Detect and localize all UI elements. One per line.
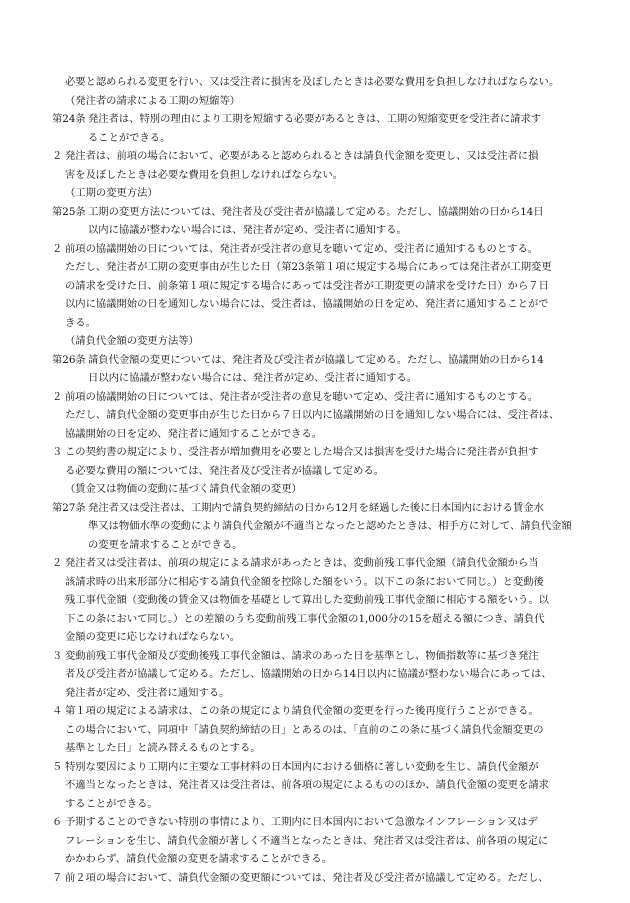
article-number: 第26条 bbox=[52, 353, 86, 366]
paragraph bbox=[52, 702, 592, 758]
paragraph-number: ６ bbox=[52, 816, 63, 828]
paragraph-number: ２ bbox=[52, 150, 63, 162]
paragraph bbox=[52, 443, 592, 480]
text-line: の変更を請求することができる。 bbox=[88, 538, 243, 551]
text-line: 準又は物価水準の変動により請負代金額が不適当となったと認めたときは、相手方に対して、請負代金額 bbox=[88, 520, 572, 532]
paragraph-number: ２ bbox=[52, 242, 63, 255]
paragraph bbox=[52, 813, 592, 869]
paragraph-number: ３ bbox=[52, 446, 63, 458]
text-line: （工期の変更方法） bbox=[65, 187, 158, 199]
article-caption bbox=[52, 332, 592, 351]
paragraph bbox=[52, 240, 592, 333]
text-line: 前項の協議開始の日については、発注者が受注者の意見を聴いて定め、受注者に通知するものとする。 bbox=[65, 390, 539, 403]
paragraph bbox=[52, 554, 592, 647]
paragraph-number: ５ bbox=[52, 760, 63, 773]
article bbox=[52, 203, 592, 240]
text-line: 基準とした日」と読み替えるものとする。 bbox=[65, 742, 261, 754]
text-line: る必要な費用の額については、発注者及び受注者が協議して定める。 bbox=[65, 464, 384, 477]
paragraph-number: ３ bbox=[52, 649, 63, 662]
article-number: 第25条 bbox=[52, 205, 86, 218]
text-line: 工期の変更方法については、発注者及び受注者が協議して定める。ただし、協議開始の日から14日 bbox=[88, 205, 544, 218]
text-line: 下この条において同じ。）との差額のうち変動前残工事代金額の1,000分の15を超える額につき、請負代 bbox=[65, 612, 545, 625]
article bbox=[52, 110, 592, 147]
text-line: （請負代金額の変更方法等） bbox=[65, 335, 199, 347]
paragraph bbox=[52, 147, 592, 184]
paragraph bbox=[52, 869, 592, 888]
text-line: 発注者が定め、受注者に通知する。 bbox=[65, 686, 230, 699]
text-line: 金額の変更に応じなければならない。 bbox=[65, 631, 241, 643]
text-line: 以内に協議が整わない場合には、発注者が定め、受注者に通知する。 bbox=[88, 224, 407, 236]
continued-paragraph bbox=[52, 73, 592, 92]
text-line: この場合において、同項中「請負契約締結の日」とあるのは、「直前のこの条に基づく請負代金額変更の bbox=[65, 723, 544, 736]
paragraph-number: ４ bbox=[52, 705, 63, 717]
text-line: ただし、発注者が工期の変更事由が生じた日（第23条第１項に規定する場合にあっては発注者が工期変更 bbox=[65, 261, 552, 273]
text-line: 発注者は、特別の理由により工期を短縮する必要があるときは、工期の短縮変更を受注者に請求す bbox=[88, 113, 542, 125]
text-line: フレーションを生じ、請負代金額が著しく不適当となったときは、発注者又は受注者は、前各項の規定に bbox=[65, 834, 549, 847]
paragraph bbox=[52, 647, 592, 703]
paragraph-number: ７ bbox=[52, 871, 63, 884]
text-line: 前２項の場合において、請負代金額の変更額については、発注者及び受注者が協議して定める。ただし、 bbox=[65, 871, 549, 884]
contract-text bbox=[52, 73, 592, 887]
article-number: 第24条 bbox=[52, 113, 86, 125]
text-line: 前項の協議開始の日については、発注者が受注者の意見を聴いて定め、受注者に通知するものとする。 bbox=[65, 242, 539, 255]
text-line: きる。 bbox=[65, 316, 96, 329]
text-line: 必要と認められる変更を行い、又は受注者に損害を及ぼしたときは必要な費用を負担しなければならない。 bbox=[65, 76, 560, 88]
text-line: 特別な要因により工期内に主要な工事材料の日本国内における価格に著しい変動を生じ、請負代金額が bbox=[65, 760, 539, 773]
text-line: 以内に協議開始の日を通知しない場合には、受注者は、協議開始の日を定め、発注者に通知することがで bbox=[65, 298, 549, 310]
text-line: 発注者又は受注者は、工期内で請負契約締結の日から12月を経過した後に日本国内における賃金水 bbox=[88, 501, 544, 514]
paragraph-number: ２ bbox=[52, 557, 63, 569]
text-line: 第１項の規定による請求は、この条の規定により請負代金額の変更を行った後再度行うことができる。 bbox=[65, 705, 539, 717]
article-number: 第27条 bbox=[52, 501, 86, 514]
text-line: 該請求時の出来形部分に相応する請負代金額を控除した額をいう。以下この条において同じ。）と変動後 bbox=[65, 575, 544, 588]
text-line: 不適当となったときは、発注者又は受注者は、前各項の規定によるもののほか、請負代金額の変更を請求 bbox=[65, 779, 549, 791]
article bbox=[52, 351, 592, 388]
paragraph bbox=[52, 758, 592, 814]
text-line: 請負代金額の変更については、発注者及び受注者が協議して定める。ただし、協議開始の日から14 bbox=[88, 353, 544, 366]
text-line: ることができる。 bbox=[88, 131, 171, 144]
text-line: 協議開始の日を定め、発注者に通知することができる。 bbox=[65, 427, 323, 440]
text-line: 予期することのできない特別の事情により、工期内に日本国内において急激なインフレーション又はデ bbox=[65, 816, 538, 828]
text-line: この契約書の規定により、受注者が増加費用を必要とした場合又は損害を受けた場合に発注者が負担す bbox=[65, 446, 539, 458]
text-line: ただし、請負代金額の変更事由が生じた日から７日以内に協議開始の日を通知しない場合には、受注者は、 bbox=[65, 409, 560, 421]
article bbox=[52, 499, 592, 555]
article-caption bbox=[52, 480, 592, 499]
text-line: することができる。 bbox=[65, 797, 158, 810]
article-caption bbox=[52, 92, 592, 111]
text-line: 者及び受注者が協議して定める。ただし、協議開始の日から14日以内に協議が整わない場合にあっては、 bbox=[65, 668, 552, 680]
text-line: （賃金又は物価の変動に基づく請負代金額の変更） bbox=[65, 483, 302, 495]
text-line: 残工事代金額（変動後の賃金又は物価を基礎として算出した変動前残工事代金額に相応する額をいう。以 bbox=[65, 594, 549, 606]
text-line: かかわらず、請負代金額の変更を請求することができる。 bbox=[65, 853, 332, 865]
article-caption bbox=[52, 184, 592, 203]
text-line: 発注者は、前項の場合において、必要があると認められるときは請負代金額を変更し、又は受注者に損 bbox=[65, 150, 539, 162]
paragraph-number: ２ bbox=[52, 390, 63, 403]
text-line: 変動前残工事代金額及び変動後残工事代金額は、請求のあった日を基準とし、物価指数等に基づき発注 bbox=[65, 649, 539, 662]
text-line: の請求を受けた日、前条第１項に規定する場合にあっては受注者が工期変更の請求を受けた日）から７日 bbox=[65, 279, 549, 292]
text-line: 害を及ぼしたときは必要な費用を負担しなければならない。 bbox=[65, 168, 344, 181]
text-line: 発注者又は受注者は、前項の規定による請求があったときは、変動前残工事代金額（請負代金額から当 bbox=[65, 557, 539, 569]
text-line: （発注者の請求による工期の短縮等） bbox=[65, 94, 241, 107]
text-line: 日以内に協議が整わない場合には、発注者が定め、受注者に通知する。 bbox=[88, 372, 418, 384]
paragraph bbox=[52, 388, 592, 444]
